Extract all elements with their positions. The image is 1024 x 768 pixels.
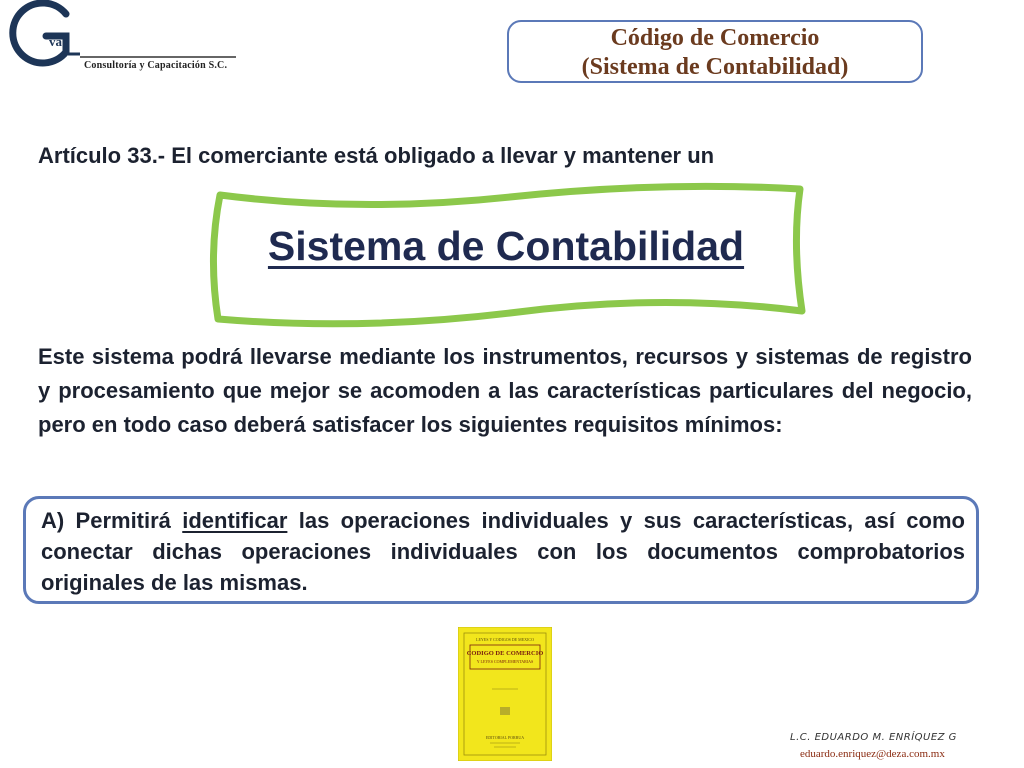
book-top-line: LEYES Y CODIGOS DE MEXICO xyxy=(476,637,534,642)
header-line-2: (Sistema de Contabilidad) xyxy=(581,54,849,80)
book-title-2: Y LEYES COMPLEMENTARIAS xyxy=(476,659,534,664)
sistema-title: Sistema de Contabilidad xyxy=(267,223,745,269)
book-title-1: CODIGO DE COMERCIO xyxy=(466,650,544,657)
footer-email: eduardo.enriquez@deza.com.mx xyxy=(800,748,945,760)
requirement-prefix: A) Permitirá xyxy=(41,508,183,533)
requirement-keyword: identificar xyxy=(182,508,288,533)
requirement-text xyxy=(41,505,965,598)
article-paragraph: Este sistema podrá llevarse mediante los instrumentos, recursos y sistemas de registro y procesamiento que mejor se acomoden a las características particulares del negocio, pero en todo caso deberá satisfacer los siguientes requisitos mínimos: xyxy=(38,344,972,437)
requirement-rest: las operaciones individuales y sus características, así como conectar dichas operaciones individuales con los documentos comprobatorios originales de las mismas. xyxy=(41,508,965,595)
header-line-1: Código de Comercio xyxy=(610,25,820,51)
book-publisher: EDITORIAL PORRUA xyxy=(485,735,525,740)
book-cover-image xyxy=(458,627,552,761)
logo-caption: Consultoría y Capacitación S.C. xyxy=(84,60,228,71)
logo-sub-letters: va xyxy=(49,34,62,49)
article-intro: Artículo 33.- El comerciante está obligado a llevar y mantener un xyxy=(38,143,715,168)
header-box xyxy=(507,20,923,83)
footer-author-name: L.C. EDUARDO M. ENRÍQUEZ G xyxy=(790,732,957,743)
